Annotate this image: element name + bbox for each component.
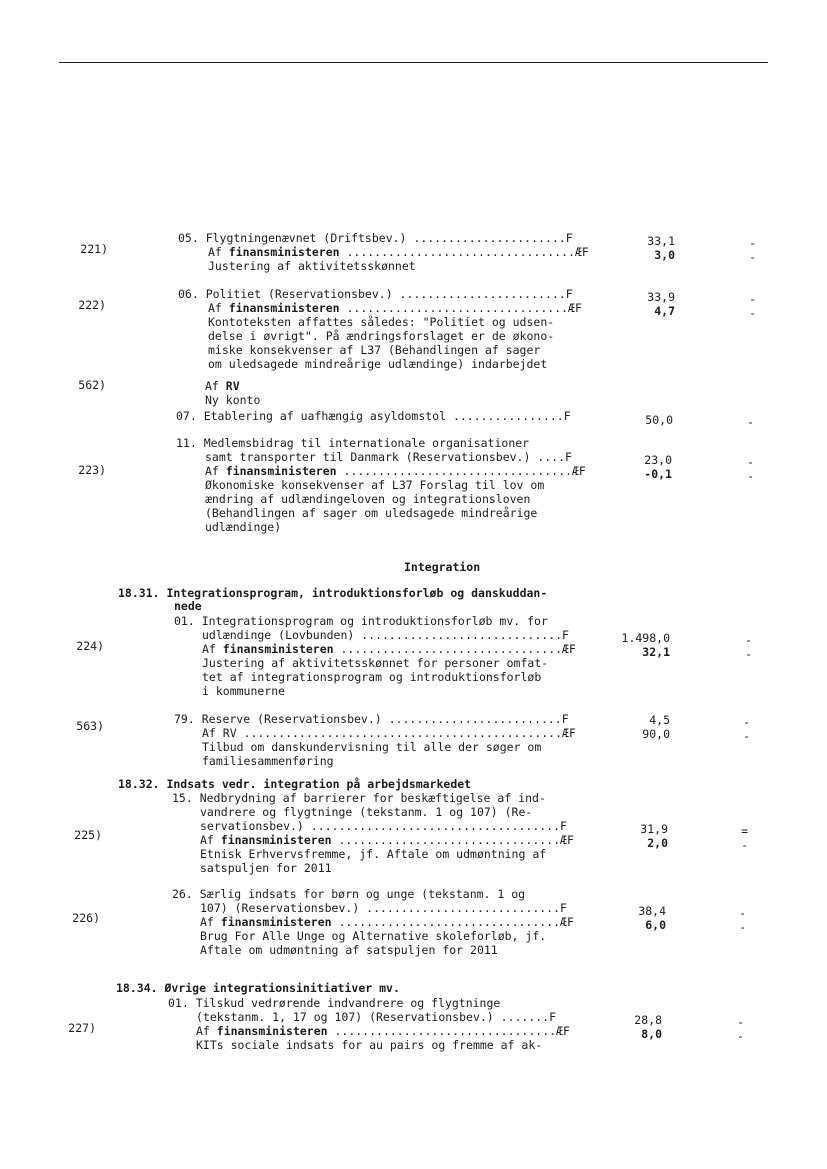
section-heading: Integration (404, 560, 481, 574)
text-line: Brug For Alle Unge og Alternative skoleforløb, jf. (200, 929, 547, 943)
reference-number: 225) (74, 828, 102, 842)
text-line: Af finansministeren ................................ÆF (200, 915, 574, 929)
reference-number: 562) (78, 378, 106, 392)
text-line: delse i øvrigt". På ændringsforslaget er de økono- (208, 329, 555, 343)
amount-dash: - (737, 1015, 744, 1029)
amount-dash: - (741, 838, 748, 852)
text-line: Af finansministeren .................................ÆF (205, 464, 586, 478)
text-line: servationsbev.) ....................................F (200, 819, 567, 833)
amount-dash: - (747, 455, 754, 469)
text-line: samt transporter til Danmark (Reservationsbev.) ....F (205, 450, 572, 464)
amount-dash: - (743, 729, 750, 743)
text-line: i kommunerne (202, 684, 286, 698)
text-line: Aftale om udmøntning af satspuljen for 2011 (200, 943, 498, 957)
amount-value: 23,0 (644, 453, 672, 467)
text-line: 01. Integrationsprogram og introduktionsforløb mv. for (174, 614, 548, 628)
amount-value: 33,9 (647, 290, 675, 304)
text-line: Justering af aktivitetsskønnet for personer omfat- (202, 656, 549, 670)
amount-value: 32,1 (642, 645, 670, 659)
amount-dash: - (745, 633, 752, 647)
text-line: Af finansministeren ................................ÆF (208, 301, 582, 315)
text-line: Justering af aktivitetsskønnet (208, 259, 416, 273)
text-line: Tilbud om danskundervisning til alle der søger om (202, 740, 542, 754)
amount-value: 4,5 (649, 713, 670, 727)
amount-dash: - (739, 906, 746, 920)
amount-dash: - (749, 292, 756, 306)
text-line: 05. Flygtningenævnet (Driftsbev.) ......................F (178, 231, 573, 245)
amount-dash: - (743, 715, 750, 729)
reference-number: 563) (76, 719, 104, 733)
amount-value: 8,0 (641, 1027, 662, 1041)
text-line: Af RV (205, 379, 240, 393)
text-line: 07. Etablering af uafhængig asyldomstol ................F (176, 409, 571, 423)
amount-value: 31,9 (640, 822, 668, 836)
amount-value: 38,4 (638, 904, 666, 918)
reference-number: 227) (68, 1021, 96, 1035)
text-line: Økonomiske konsekvenser af L37 Forslag til lov om (205, 478, 545, 492)
section-heading: nede (174, 599, 202, 613)
text-line: udlændinge) (205, 520, 282, 534)
reference-number: 221) (80, 242, 108, 256)
reference-number: 222) (78, 298, 106, 312)
text-line: ændring af udlændingeloven og integrationsloven (205, 492, 531, 506)
text-line: Af finansministeren ................................ÆF (196, 1024, 570, 1038)
text-line: Af finansministeren ................................ÆF (200, 833, 574, 847)
amount-value: 2,0 (647, 836, 668, 850)
text-line: 26. Særlig indsats for børn og unge (tekstanm. 1 og (172, 887, 526, 901)
amount-dash: - (747, 469, 754, 483)
text-line: miske konsekvenser af L37 (Behandlingen af sager (208, 343, 541, 357)
amount-value: 33,1 (647, 234, 675, 248)
amount-value: 1.498,0 (621, 631, 670, 645)
text-line: 79. Reserve (Reservationsbev.) .........................F (174, 712, 569, 726)
text-line: (tekstanm. 1, 17 og 107) (Reservationsbev.) .......F (196, 1010, 557, 1024)
text-line: Ny konto (205, 393, 261, 407)
amount-dash: - (739, 920, 746, 934)
text-line: udlændinge (Lovbunden) .............................F (202, 628, 569, 642)
section-heading: 18.31. Integrationsprogram, introduktionsforløb og danskuddan- (118, 586, 548, 600)
amount-value: 4,7 (654, 304, 675, 318)
section-heading: 18.34. Øvrige integrationsinitiativer mv. (116, 981, 400, 995)
text-line: Af finansministeren .................................ÆF (208, 245, 589, 259)
text-line: 11. Medlemsbidrag til internationale organisationer (176, 436, 530, 450)
amount-value: 28,8 (634, 1013, 662, 1027)
amount-value: 50,0 (645, 413, 673, 427)
text-line: familiesammenføring (202, 754, 334, 768)
amount-value: -0,1 (644, 467, 672, 481)
text-line: Etnisk Erhvervsfremme, jf. Aftale om udmøntning af (200, 847, 547, 861)
amount-dash: - (749, 236, 756, 250)
text-line: 06. Politiet (Reservationsbev.) ........................F (178, 287, 573, 301)
reference-number: 224) (76, 639, 104, 653)
amount-dash: - (747, 415, 754, 429)
amount-value: 3,0 (654, 248, 675, 262)
text-line: 15. Nedbrydning af barrierer for beskæftigelse af ind- (172, 791, 546, 805)
reference-number: 226) (72, 911, 100, 925)
amount-dash: = (741, 824, 748, 838)
text-line: Kontoteksten affattes således: "Politiet og udsen- (208, 315, 555, 329)
amount-dash: - (749, 306, 756, 320)
text-line: vandrere og flygtninge (tekstanm. 1 og 107) (Re- (200, 805, 533, 819)
text-line: Af finansministeren ................................ÆF (202, 642, 576, 656)
amount-dash: - (749, 250, 756, 264)
text-line: 107) (Reservationsbev.) ............................F (200, 901, 567, 915)
amount-value: 90,0 (642, 727, 670, 741)
text-line: 01. Tilskud vedrørende indvandrere og flygtninge (168, 996, 501, 1010)
text-line: tet af integrationsprogram og introduktionsforløb (202, 670, 542, 684)
reference-number: 223) (78, 463, 106, 477)
text-line: satspuljen for 2011 (200, 861, 332, 875)
text-line: KITs sociale indsats for au pairs og fremme af ak- (196, 1038, 543, 1052)
amount-value: 6,0 (645, 918, 666, 932)
section-heading: 18.32. Indsats vedr. integration på arbejdsmarkedet (118, 777, 472, 791)
text-line: (Behandlingen af sager om uledsagede mindreårige (205, 506, 538, 520)
header-rule (59, 62, 768, 63)
text-line: Af RV ..............................................ÆF (202, 726, 576, 740)
text-line: om uledsagede mindreårige udlændinge) indarbejdet (208, 357, 548, 371)
amount-dash: - (745, 647, 752, 661)
amount-dash: - (737, 1029, 744, 1043)
